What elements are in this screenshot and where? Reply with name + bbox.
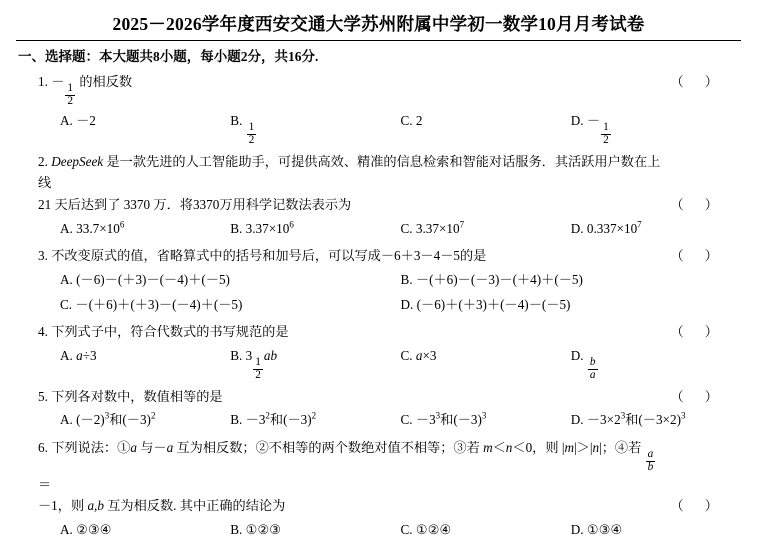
- question-2-options: [38, 216, 741, 241]
- question-5-option-c[interactable]: C. $-3^3$和$(-3)^3$: [400, 411, 487, 428]
- option-c-text: a: [415, 347, 423, 363]
- question-4-option-d[interactable]: D. $\frac{b}{a}$: [570, 347, 596, 381]
- option-d-text: ①③④: [586, 522, 623, 538]
- question-2-option-a[interactable]: A. $33.7\times 10^6$: [60, 219, 125, 236]
- option-a-text: a: [76, 347, 83, 363]
- question-1-suffix: 的相反数: [76, 73, 133, 89]
- question-2-option-c[interactable]: C. $3.37\times 10^7$: [400, 219, 465, 236]
- question-6-stem-line1: [38, 437, 741, 496]
- question-1-minus: －: [51, 73, 65, 89]
- question-5-options: [38, 407, 741, 432]
- option-b-text: $3.37\times 10^6$: [245, 219, 294, 236]
- question-1-option-c[interactable]: C. 2: [400, 112, 423, 128]
- option-c-text: $-3^3$和$(-3)^3$: [415, 411, 487, 428]
- question-3-answer-bracket: （ ）: [670, 248, 727, 264]
- option-b-text: $-3^2$和$(-3)^2$: [245, 411, 317, 428]
- option-b-text: 3 $\frac{1}{2}$ ab: [245, 347, 278, 381]
- option-d-text: (－6)＋(＋3)＋(－4)－(－5): [416, 296, 571, 312]
- question-4-number: 4.: [38, 323, 48, 339]
- question-3-stem: [38, 245, 741, 267]
- question-2-answer-bracket: （ ）: [670, 197, 727, 213]
- question-1-options: [38, 108, 741, 147]
- option-a-text: (－6)－(＋3)－(－4)＋(－5): [76, 271, 230, 287]
- question-3-number: 3.: [38, 248, 48, 264]
- question-3-options-row2: [38, 292, 741, 317]
- question-1-stem: [38, 71, 741, 108]
- question-2: [16, 151, 741, 241]
- question-6-options: [38, 517, 741, 542]
- question-4-option-b[interactable]: B. 3 $\frac{1}{2}$ ab: [230, 347, 278, 381]
- question-6-number: 6.: [38, 439, 48, 455]
- option-d-fraction: $\frac{b}{a}$: [589, 355, 596, 381]
- question-1-answer-bracket: （ ）: [670, 73, 727, 89]
- question-6-line1: 下列说法：①a 与－a 互为相反数；②不相等的两个数绝对值不相等；③若 m＜n＜0，则 |m|＞|n|；④若 $\frac{a}{b}$ ＝: [38, 439, 654, 492]
- question-5-option-d[interactable]: D. $-3\times 2^3$和$(-3\times 2)^3$: [570, 411, 686, 428]
- question-3-options-row1: [38, 267, 741, 292]
- question-6-option-b[interactable]: B. ①②③: [230, 522, 282, 538]
- question-4-option-c[interactable]: C. a×3: [400, 347, 437, 363]
- option-a-text: ②③④: [76, 522, 112, 538]
- question-4-stem: [38, 321, 741, 343]
- question-6-answer-bracket: （ ）: [670, 498, 727, 514]
- page-title: 2025－2026学年度西安交通大学苏州附属中学初一数学10月月考试卷: [112, 14, 645, 34]
- question-4-options: [38, 343, 741, 382]
- question-1-option-b[interactable]: B. $\frac{1}{2}$: [230, 112, 255, 146]
- title-divider: [16, 40, 741, 41]
- question-6-option-d[interactable]: D. ①③④: [570, 522, 623, 538]
- option-a-text: $33.7\times 10^6$: [76, 219, 125, 236]
- question-4-line1: 下列式子中，符合代数式的书写规范的是: [51, 323, 289, 339]
- question-5: [16, 386, 741, 433]
- question-5-line1: 下列各对数中，数值相等的是: [51, 388, 223, 404]
- question-2-line2: 21 天后达到了 3370 万．将3370万用科学记数法表示为: [38, 197, 352, 213]
- question-2-stem-line2: [38, 194, 741, 216]
- question-2-number: 2.: [38, 153, 48, 169]
- question-3-option-d[interactable]: D. (－6)＋(＋3)＋(－4)－(－5): [400, 296, 571, 312]
- option-d-text: $0.337\times 10^7$: [586, 219, 642, 236]
- question-3-option-a[interactable]: A. (－6)－(＋3)－(－4)＋(－5): [60, 271, 230, 287]
- option-b-fraction: $\frac{1}{2}$: [248, 120, 255, 146]
- question-4-option-a[interactable]: A. a÷3: [60, 347, 97, 363]
- question-2-option-d[interactable]: D. $0.337\times 10^7$: [570, 219, 642, 236]
- question-5-answer-bracket: （ ）: [670, 388, 727, 404]
- question-5-number: 5.: [38, 388, 48, 404]
- option-d-fraction: $\frac{1}{2}$: [603, 120, 609, 146]
- option-d-text: $-3\times 2^3$和$(-3\times 2)^3$: [586, 411, 686, 428]
- option-a-text: $(-2)^3$和$(-3)^2$: [76, 411, 156, 428]
- question-1-option-a[interactable]: A. －2: [60, 112, 96, 128]
- question-2-option-b[interactable]: B. $3.37\times 10^6$: [230, 219, 294, 236]
- question-3-option-b[interactable]: B. －(＋6)－(－3)－(＋4)＋(－5): [400, 271, 583, 287]
- question-5-option-a[interactable]: A. $(-2)^3$和$(-3)^2$: [60, 411, 156, 428]
- question-6-line2: －1，则 a,b 互为相反数. 其中正确的结论为: [38, 498, 286, 514]
- question-6: [16, 437, 741, 542]
- option-a-text: －2: [76, 112, 96, 128]
- option-b-text: －(＋6)－(－3)－(＋4)＋(－5): [415, 271, 583, 287]
- option-b-text: ①②③: [245, 522, 282, 538]
- option-c-text: －(＋6)＋(＋3)－(－4)＋(－5): [75, 296, 243, 312]
- question-4-answer-bracket: （ ）: [670, 323, 727, 339]
- question-4: [16, 321, 741, 382]
- option-d-minus: －: [586, 112, 601, 128]
- question-1-option-d[interactable]: D. － $\frac{1}{2}$: [570, 112, 609, 146]
- question-5-option-b[interactable]: B. $-3^2$和$(-3)^2$: [230, 411, 317, 428]
- question-6-option-c[interactable]: C. ①②④: [400, 522, 452, 538]
- option-c-text: 2: [415, 112, 423, 128]
- question-2-stem-line1: [38, 151, 741, 195]
- question-3: [16, 245, 741, 317]
- section-heading: 一、选择题：本大题共8小题，每小题2分，共16分.: [18, 48, 319, 64]
- question-3-line1: 不改变原式的值，省略算式中的括号和加号后，可以写成－6＋3－4－5的是: [51, 248, 487, 264]
- question-3-option-c[interactable]: C. －(＋6)＋(＋3)－(－4)＋(－5): [60, 296, 243, 312]
- question-1-number: 1.: [38, 73, 48, 89]
- question-6-stem-line2: [38, 495, 741, 517]
- question-1: [16, 71, 741, 147]
- question-5-stem: [38, 386, 741, 408]
- question-2-brand: DeepSeek: [51, 153, 104, 169]
- question-1-fraction: $\frac{1}{2}$: [67, 81, 74, 107]
- option-c-text: ①②④: [415, 522, 452, 538]
- option-c-text: $3.37\times 10^7$: [415, 219, 465, 236]
- question-2-line1: 是一款先进的人工智能助手，可提供高效、精准的信息检索和智能对话服务．其活跃用户数在上线: [38, 153, 661, 191]
- question-6-option-a[interactable]: A. ②③④: [60, 522, 112, 538]
